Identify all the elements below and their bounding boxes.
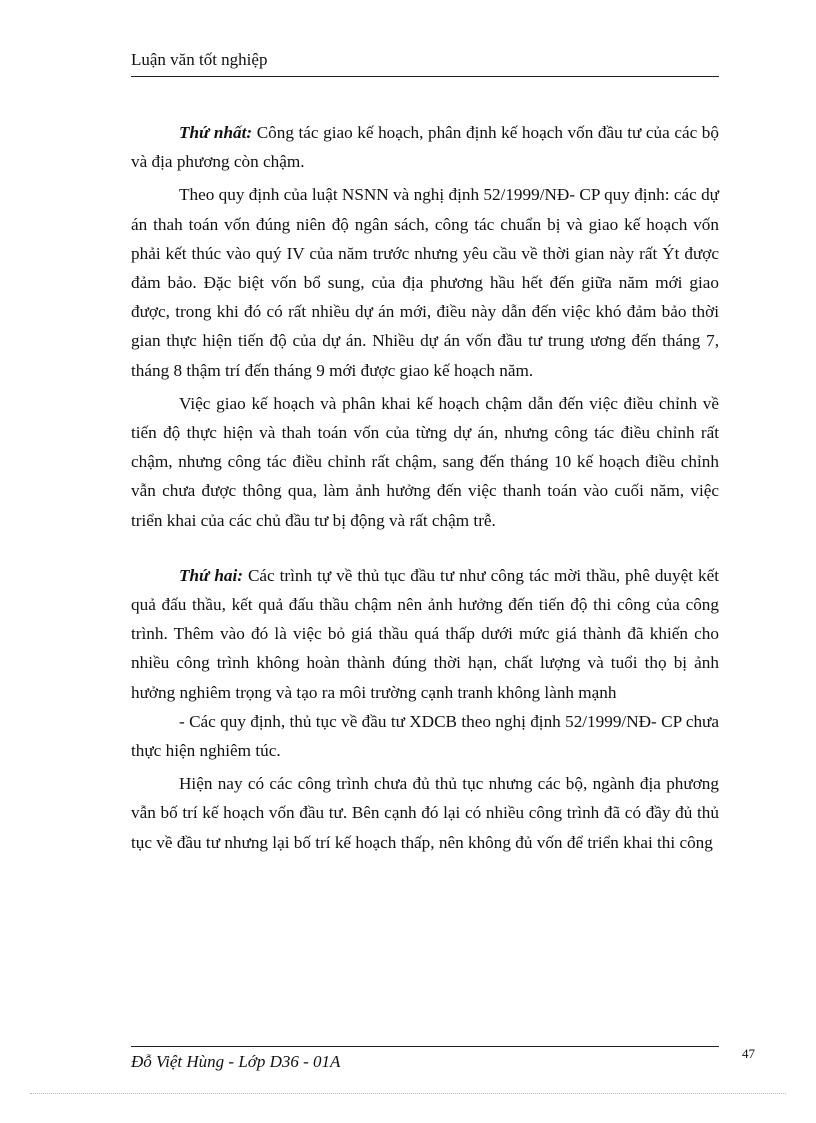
page-bottom-border: [30, 1093, 786, 1094]
paragraph-1: [131, 118, 719, 176]
paragraph-5: [131, 707, 719, 765]
paragraph-6: [131, 769, 719, 857]
page-number: 47: [742, 1046, 755, 1061]
paragraph-text: - Các quy định, thủ tục về đầu tư XDCB theo nghị định 52/1999/NĐ- CP chưa thực hiện nghiêm túc.: [131, 711, 719, 761]
paragraph-2: [131, 180, 719, 384]
footer-divider: [131, 1046, 719, 1047]
paragraph-text: Hiện nay có các công trình chưa đủ thủ tục nhưng các bộ, ngành địa phương vẫn bố trí kế hoạch vốn đầu tư. Bên cạnh đó lại có nhiều công trình đã có đầy đủ thủ tục về đầu tư nhưng lại bố trí kế hoạch thấp, nên không đủ vốn để triển khai thi công: [131, 774, 719, 852]
paragraph-lead: Thứ hai:: [179, 565, 243, 585]
paragraph-text: Các trình tự về thủ tục đầu tư như công tác mời thầu, phê duyệt kết quả đấu thầu, kết quả đấu thầu chậm nên ảnh hưởng đến tiến độ thi công của công trình. Thêm vào đó là việc bỏ giá thầu quá thấp dưới mức giá thành đã khiến cho nhiều công trình không hoàn thành đúng thời hạn, chất lượng và tuổi thọ bị ảnh hưởng nghiêm trọng và tạo ra môi trường cạnh tranh không lành mạnh: [131, 565, 719, 702]
paragraph-text: Công tác giao kế hoạch, phân định kế hoạch vốn đầu tư của các bộ và địa phương còn chậm.: [131, 123, 719, 172]
paragraph-lead: Thứ nhất:: [179, 123, 253, 142]
paragraph-3: [131, 389, 719, 535]
page-header-title: Luận văn tốt nghiệp: [131, 50, 268, 69]
paragraph-text: Việc giao kế hoạch và phân khai kế hoạch chậm dẫn đến việc điều chỉnh về tiến độ thực hiện và thah toán vốn của từng dự án, nhưng công tác điều chỉnh rất chậm, nhưng công tác điều chỉnh rất chậm, sang đến tháng 10 kế hoạch điều chỉnh vẫn chưa được thông qua, làm ảnh hưởng đến việc thanh toán vào cuối năm, việc triển khai của các chủ đầu tư bị động và rất chậm trễ.: [131, 393, 719, 530]
document-body: [131, 118, 719, 857]
paragraph-text: Theo quy định của luật NSNN và nghị định 52/1999/NĐ- CP quy định: các dự án thah toán vốn đúng niên độ ngân sách, công tác chuẩn bị và giao kế hoạch vốn phải kết thúc vào quý IV của năm trước nhưng yêu cầu về thời gian này rất Ýt được đảm bảo. Đặc biệt vốn bổ sung, của địa phương hầu hết đến giữa năm mới giao được, trong khi đó có rất nhiều dự án mới, điều này dẫn đến việc khó đảm bảo thời gian thực hiện tiến độ của dự án. Nhiều dự án vốn đầu tư trung ương đến tháng 7, tháng 8 thậm trí đến tháng 9 mới được giao kế hoạch năm.: [131, 185, 719, 380]
paragraph-4: [131, 561, 719, 707]
header-divider: [131, 76, 719, 77]
footer-author: Đỗ Việt Hùng - Lớp D36 - 01A: [131, 1052, 341, 1071]
